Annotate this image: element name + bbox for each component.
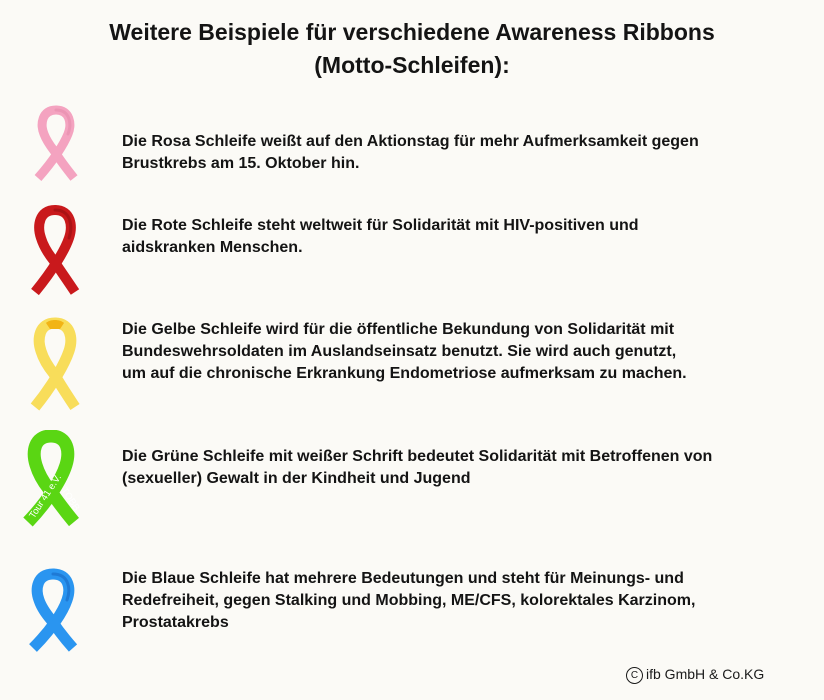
green-ribbon-icon — [18, 430, 84, 528]
red-ribbon-description — [122, 215, 802, 259]
description-line: Prostatakrebs — [122, 614, 229, 631]
green-ribbon-text-right: TOBB — [58, 485, 82, 514]
page-title — [0, 16, 824, 82]
blue-ribbon-icon — [24, 568, 82, 652]
red-ribbon-icon — [26, 204, 84, 296]
yellow-ribbon-icon — [26, 317, 84, 411]
blue-ribbon-description — [122, 568, 802, 634]
green-ribbon-text-left: Tour 41 e.V. — [27, 472, 64, 521]
description-line: Die Rosa Schleife weißt auf den Aktionstag für mehr Aufmerksamkeit gegen — [122, 133, 699, 150]
description-line: Die Rote Schleife steht weltweit für Solidarität mit HIV-positiven und — [122, 217, 639, 234]
description-line: Die Blaue Schleife hat mehrere Bedeutungen und steht für Meinungs- und — [122, 570, 684, 587]
description-line: Brustkrebs am 15. Oktober hin. — [122, 155, 360, 172]
description-line: Die Gelbe Schleife wird für die öffentliche Bekundung von Solidarität mit — [122, 321, 675, 338]
description-line: (sexueller) Gewalt in der Kindheit und Jugend — [122, 470, 471, 487]
copyright-icon: C — [626, 667, 643, 684]
description-line: aidskranken Menschen. — [122, 239, 303, 256]
green-ribbon-description — [122, 446, 802, 490]
copyright-notice — [626, 664, 764, 684]
pink-ribbon-icon — [28, 104, 84, 182]
yellow-ribbon-description — [122, 319, 802, 385]
description-line: um auf die chronische Erkrankung Endometriose aufmerksam zu machen. — [122, 365, 687, 382]
description-line: Bundeswehrsoldaten im Auslandseinsatz benutzt. Sie wird auch genutzt, — [122, 343, 677, 360]
page-title-line-2: (Motto-Schleifen): — [314, 52, 510, 78]
copyright-text: ifb GmbH & Co.KG — [646, 666, 765, 682]
pink-ribbon-description — [122, 131, 802, 175]
page-title-line-1: Weitere Beispiele für verschiedene Awareness Ribbons — [109, 19, 715, 45]
description-line: Die Grüne Schleife mit weißer Schrift bedeutet Solidarität mit Betroffenen von — [122, 448, 713, 465]
description-line: Redefreiheit, gegen Stalking und Mobbing, ME/CFS, kolorektales Karzinom, — [122, 592, 696, 609]
